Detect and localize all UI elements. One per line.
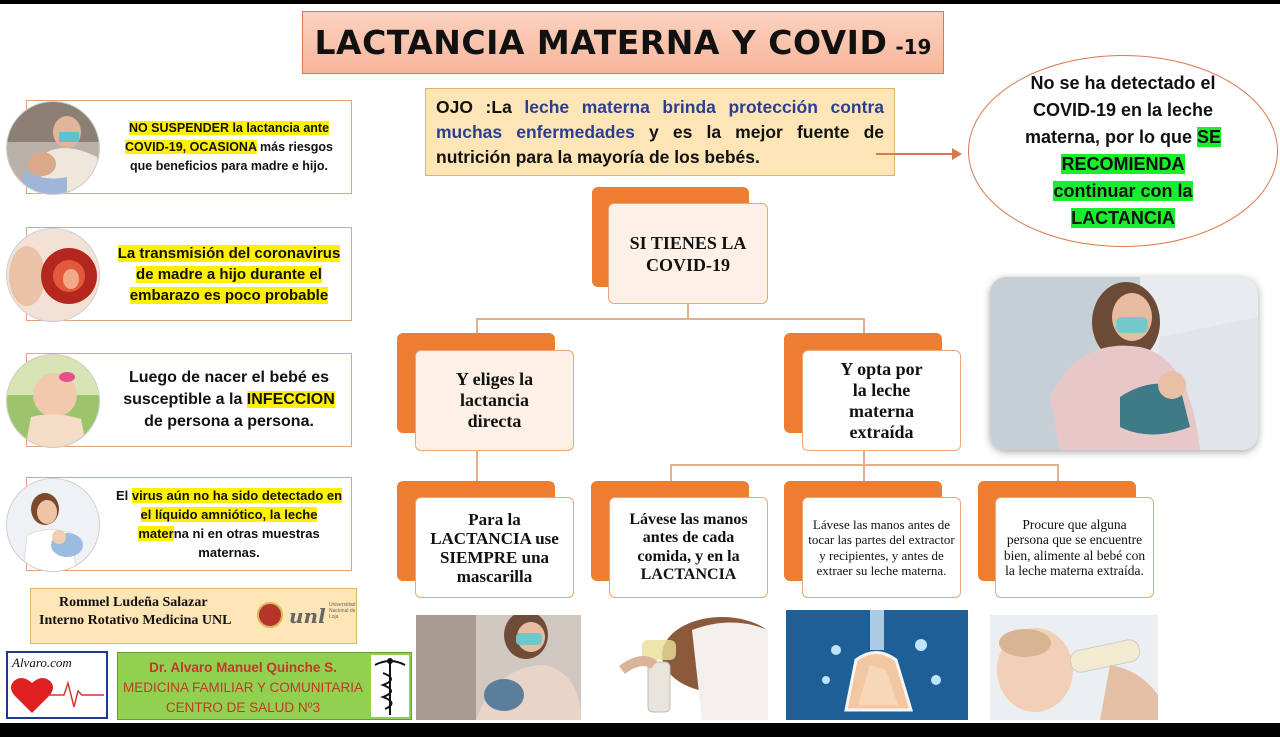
tree-node-mascarilla: Para la LACTANCIA use SIEMPRE una mascarilla <box>415 497 574 598</box>
info-card-no-suspender <box>26 100 352 194</box>
tree-connector <box>863 464 865 482</box>
info-card-infeccion <box>26 353 352 447</box>
tree-connector <box>670 464 672 482</box>
bottom-border <box>0 723 1280 737</box>
tree-node-lactancia-directa: Y eliges la lactancia directa <box>415 350 574 451</box>
doctor-specialty: MEDICINA FAMILIAR Y COMUNITARIA <box>122 680 364 695</box>
health-center: CENTRO DE SALUD Nº3 <box>165 700 321 715</box>
top-border <box>0 0 1280 4</box>
tree-root-node: SI TIENES LA COVID-19 <box>608 203 768 304</box>
tree-node-otra-persona: Procure que alguna persona que se encuentre bien, alimente al bebé con la leche materna extraída. <box>995 497 1154 598</box>
alvaro-logo <box>6 651 108 719</box>
breastfeeding-mask-photo <box>6 101 100 195</box>
card-text: La transmisión del coronavirus de madre a hijo durante el embarazo es poco probable <box>117 244 341 304</box>
baby-photo <box>6 354 100 448</box>
mother-mask-feeding-photo <box>416 615 581 720</box>
info-card-transmision <box>26 227 352 321</box>
tree-node-lavado-extractor: Lávese las manos antes de tocar las partes del extractor y recipientes, y antes de extraer su leche materna. <box>802 497 961 598</box>
tree-connector <box>476 451 478 482</box>
university-name: Universidad Nacional de Loja <box>329 602 356 620</box>
university-seal-icon <box>257 602 283 628</box>
card-text: Luego de nacer el bebé es susceptible a la INFECCION de persona a persona. <box>123 369 335 430</box>
author-role: Interno Rotativo Medicina UNL <box>39 613 232 628</box>
breast-pump-photo <box>612 610 768 720</box>
baby-bottle-photo <box>990 615 1158 720</box>
mother-mask-breastfeeding-photo <box>990 277 1258 450</box>
tree-connector <box>687 303 689 319</box>
author-credit <box>30 588 357 644</box>
ojo-note: OJO :La leche materna brinda protección contra muchas enfermedades y es la mejor fuente de nutrición para la mayoría de los bebés. <box>425 88 895 176</box>
tree-connector <box>863 451 865 465</box>
tree-node-leche-extraida: Y opta por la leche materna extraída <box>802 350 961 451</box>
tree-connector <box>476 318 864 320</box>
caduceus-icon <box>371 655 409 717</box>
doctor-name: Dr. Alvaro Manuel Quinche S. <box>149 660 337 675</box>
arrow-head-icon <box>952 148 962 160</box>
handwashing-illustration <box>786 610 968 720</box>
arrow-connector <box>876 153 956 155</box>
tree-connector <box>1057 464 1059 482</box>
doctor-signature-box <box>117 652 412 720</box>
tree-node-lavado-comida: Lávese las manos antes de cada comida, y en la LACTANCIA <box>609 497 768 598</box>
page-title-suffix: -19 <box>895 34 932 59</box>
page-title: LACTANCIA MATERNA Y COVID <box>314 23 888 62</box>
recommendation-callout: No se ha detectado el COVID-19 en la leche materna, por lo que SE RECOMIENDA continuar con la LACTANCIA <box>968 55 1278 247</box>
card-text: NO SUSPENDER la lactancia ante COVID-19, OCASIONA más riesgos que beneficios para madre e hijo. <box>125 120 333 173</box>
card-text: El virus aún no ha sido detectado en el líquido amniótico, la leche materna ni en otras muestras maternas. <box>115 488 343 560</box>
author-name: Rommel Ludeña Salazar <box>59 595 208 610</box>
heart-ecg-icon <box>8 669 106 719</box>
unl-logo: unl <box>289 604 326 628</box>
pregnancy-illustration-photo <box>6 228 100 322</box>
mother-baby-photo <box>6 478 100 572</box>
site-label: Alvaro.com <box>12 655 72 670</box>
info-card-virus <box>26 477 352 571</box>
title-banner <box>302 11 944 74</box>
